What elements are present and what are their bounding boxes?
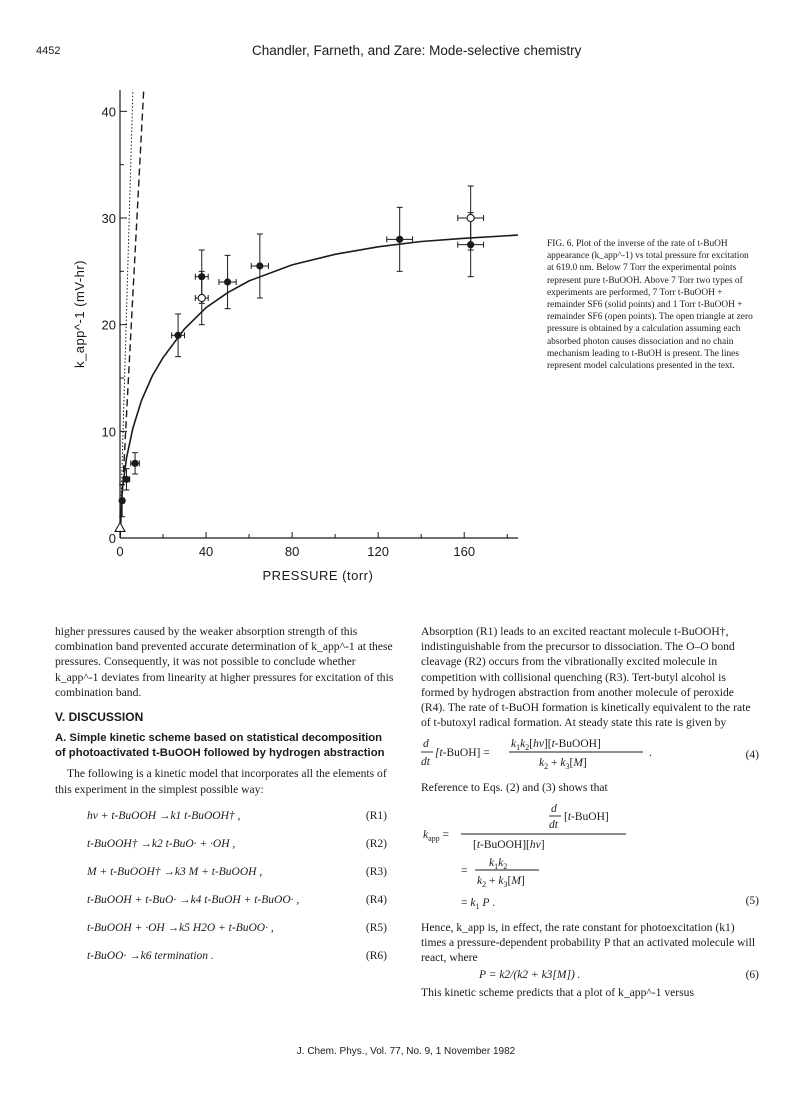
equation-label: (4) — [745, 749, 759, 762]
reaction-r5 — [55, 915, 395, 943]
equation-label: (6) — [745, 969, 759, 982]
reaction-label: (R6) — [365, 949, 387, 962]
data-point — [251, 234, 268, 298]
section-heading: V. DISCUSSION — [55, 710, 144, 725]
filled-point-marker — [119, 497, 126, 504]
svg-text:[t-BuOH] =: [t-BuOH] = — [435, 747, 490, 760]
reaction-r1 — [55, 803, 395, 831]
y-axis-label: k_app^-1 (mV-hr) — [72, 259, 87, 369]
reaction-label: (R1) — [365, 809, 387, 822]
journal-footer: J. Chem. Phys., Vol. 77, No. 9, 1 November 1982 — [296, 1046, 516, 1057]
open-triangle-marker — [115, 522, 125, 531]
filled-point-marker — [174, 332, 181, 339]
filled-point-marker — [256, 262, 263, 269]
reaction-r2 — [55, 831, 395, 859]
y-tick-label: 40 — [101, 104, 116, 120]
svg-text:d: d — [551, 802, 557, 815]
svg-text:d: d — [423, 738, 429, 751]
reaction-r4 — [55, 887, 395, 915]
equation-4 — [421, 734, 759, 774]
reaction-r3 — [55, 859, 395, 887]
right-paragraph-1: Absorption (R1) leads to an excited reactant molecule t-BuOOH†, indistinguishable from the precursor to dissociation. The O–O bond cleavage (R2) occurs from the vibrationally excited molecule in competition with collisional quenching (R3). Tert-butyl alcohol is formed by hydrogen abstraction from another molecule of peroxide (R4). The rate of t-BuOH formation is kinetically equivalent to the rate of t-butoxyl radical formation. At steady state this rate is given by — [421, 625, 751, 730]
open-point-marker — [467, 214, 474, 221]
reaction-label: (R5) — [365, 921, 387, 934]
y-tick-label: 20 — [101, 317, 116, 333]
right-column — [421, 624, 759, 1000]
x-tick-label: 0 — [116, 544, 124, 559]
model-line-solid — [120, 235, 518, 538]
svg-text:k1k2: $k_1k_2$ — [489, 856, 508, 871]
svg-text:dt: dt — [549, 818, 558, 831]
data-point — [387, 207, 413, 271]
reaction-label: (R3) — [365, 865, 387, 878]
y-tick-label: 30 — [101, 211, 116, 226]
equation-label: (5) — [745, 894, 759, 907]
equation-5 — [421, 800, 759, 918]
filled-point-marker — [396, 236, 403, 243]
equation-5-formula — [421, 800, 661, 918]
svg-text:k1k2[hν][t-BuOOH]: $k_1k_2[h\nu][t-BuOOH]$ — [511, 738, 601, 753]
page-number: 4452 — [36, 45, 61, 57]
svg-text:[t-BuOOH][hν]: [t-BuOOH][hν] — [473, 838, 545, 851]
running-head: Chandler, Farneth, and Zare: Mode-selective chemistry — [252, 43, 582, 58]
svg-text:kapp =: $k_{app}$ = — [423, 828, 450, 843]
reaction-equation: M + t-BuOOH† →k3 M + t-BuOOH , — [87, 865, 263, 878]
model-line-dashed — [120, 90, 144, 538]
data-point — [172, 314, 185, 357]
data-point — [219, 255, 236, 308]
x-axis-label: PRESSURE (torr) — [262, 568, 374, 583]
figure-caption: FIG. 6. Plot of the inverse of the rate of t-BuOH appearance (k_app^-1) vs total pressure for excitation at 619.0 nm. Below 7 Torr the experimental points represent pure t-BuOOH. Above 7 Torr two types of experiments are performed, 7 Torr t-BuOOH + remainder SF6 (solid points) and 1 Torr t-BuOOH + remainder SF6 (open points). The open triangle at zero pressure is obtained by a calculation assuming each absorbed photon causes dissociation and no chain mechanism leading to t-BuOH is present. The lines represent model calculations presented in the text. — [547, 239, 753, 372]
y-tick-label: 10 — [101, 424, 116, 440]
reaction-equation: hν + t-BuOOH →k1 t-BuOOH† , — [87, 809, 241, 822]
filled-point-marker — [123, 476, 130, 483]
svg-text:.: . — [649, 747, 652, 760]
data-point — [115, 522, 125, 531]
equation-6-text: P = k2/(k2 + k3[M]) . — [479, 969, 581, 982]
filled-point-marker — [131, 460, 138, 467]
svg-text:=: = — [461, 864, 468, 877]
open-point-marker — [198, 294, 205, 301]
reaction-equation: t-BuOOH† →k2 t-BuO· + ·OH , — [87, 837, 236, 850]
equation-4-formula — [421, 734, 681, 774]
left-paragraph-1: higher pressures caused by the weaker absorption strength of this combination band prevented accurate determination of k_app^-1 at these pressures. Consequently, it was not possible to conclude whether k_app^-1 deviates from linearity at higher pressures for excitation of this combination band. — [55, 625, 394, 699]
figure-6-chart — [40, 80, 520, 590]
x-tick-label: 80 — [284, 544, 300, 559]
left-paragraph-2: The following is a kinetic model that incorporates all the elements of this experiment in the simplest possible way: — [55, 767, 387, 796]
y-tick-label: 0 — [108, 531, 116, 546]
reaction-equation: t-BuOOH + t-BuO· →k4 t-BuOH + t-BuOO· , — [87, 893, 300, 906]
x-tick-label: 160 — [453, 544, 476, 559]
reaction-equation: t-BuOOH + ·OH →k5 H2O + t-BuOO· , — [87, 921, 274, 934]
svg-text:k2 + k3[M]: $k_2 + k_3[M]$ — [477, 874, 525, 889]
x-tick-label: 120 — [367, 544, 390, 559]
svg-text:k2 + k3[M]: $k_2 + k_3[M]$ — [539, 757, 587, 772]
reaction-equation: t-BuOO· →k6 termination . — [87, 949, 214, 962]
equation-6 — [421, 967, 759, 985]
right-paragraph-2: Reference to Eqs. (2) and (3) shows that — [421, 781, 608, 795]
right-paragraph-4: This kinetic scheme predicts that a plot of k_app^-1 versus — [421, 986, 694, 1000]
x-tick-label: 40 — [198, 544, 214, 559]
data-points — [115, 186, 484, 531]
svg-text:= k1 P .: = $k_1$ P . — [461, 896, 496, 911]
axis-labels — [72, 104, 475, 583]
data-point — [131, 453, 140, 474]
filled-point-marker — [224, 278, 231, 285]
reaction-label: (R4) — [365, 893, 387, 906]
subsection-heading: A. Simple kinetic scheme based on statistical decomposition of photoactivated t-BuOOH followed by hydrogen abstraction — [55, 732, 385, 759]
reaction-label: (R2) — [365, 837, 387, 850]
left-column — [55, 624, 395, 971]
svg-text:dt: dt — [421, 756, 430, 769]
reaction-r6 — [55, 943, 395, 971]
svg-text:[t-BuOH]: [t-BuOH] — [564, 810, 609, 823]
data-point — [458, 186, 484, 250]
right-paragraph-3: Hence, k_app is, in effect, the rate constant for photoexcitation (k1) times a pressure-dependent probability P that an activated molecule will react, where — [421, 920, 756, 965]
